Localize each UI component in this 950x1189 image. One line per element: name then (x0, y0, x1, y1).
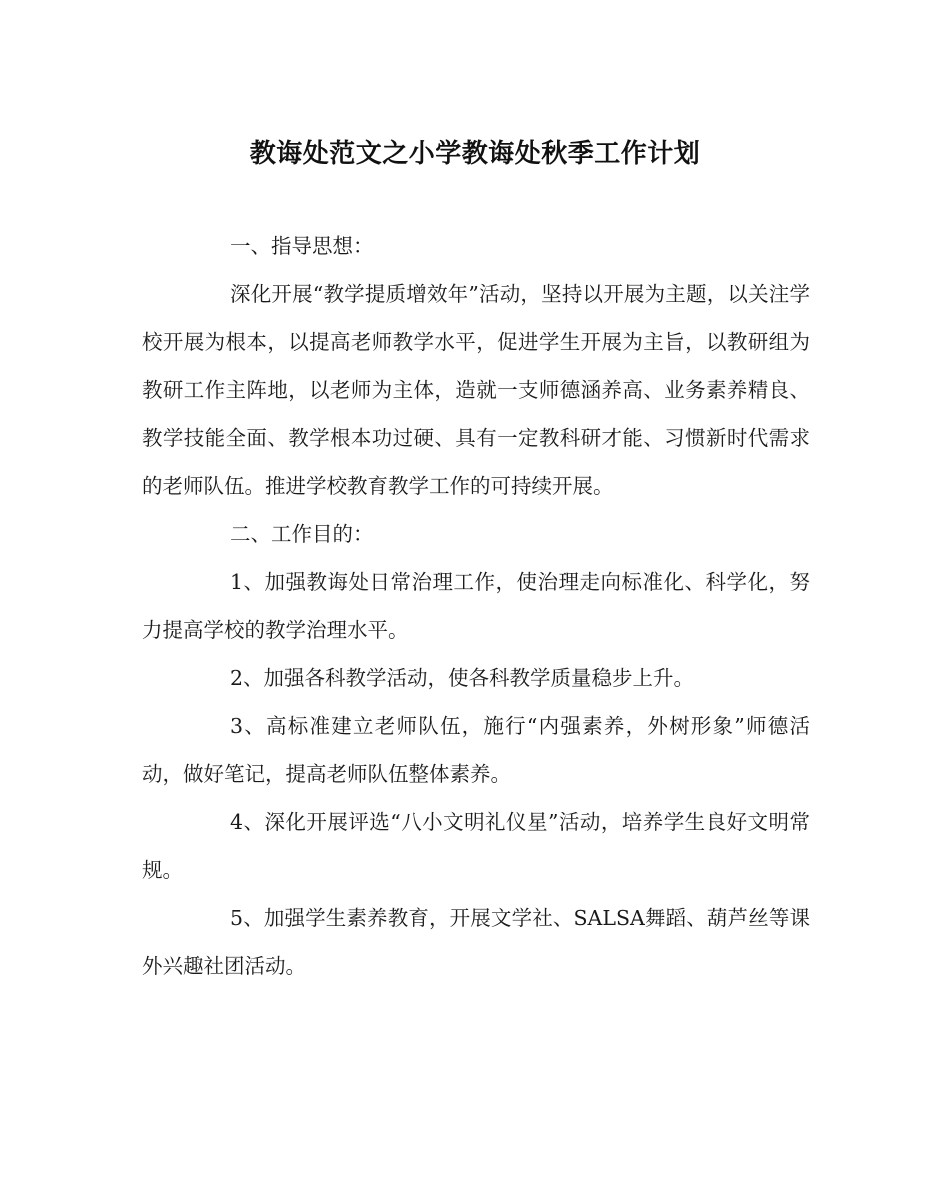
section-heading-work-goals: 二、工作目的： (230, 522, 374, 546)
paragraph-guiding-ideology: 深化开展“教学提质增效年”活动，坚持以开展为主题，以关注学校开展为根本，以提高老师教学水平，促进学生开展为主旨，以教研组为教研工作主阵地，以老师为主体，造就一支师德涵养高、业务素养精良、教学技能全面、教学根本功过硬、具有一定教科研才能、习惯新时代需求的老师队伍。推进学校教育教学工作的可持续开展。 (142, 282, 810, 498)
goal-item-3: 3、高标准建立老师队伍，施行“内强素养，外树形象”师德活动，做好笔记，提高老师队伍整体素养。 (142, 714, 810, 786)
document-title: 教诲处范文之小学教诲处秋季工作计划 (249, 139, 701, 169)
goal-item-2: 2、加强各科教学活动，使各科教学质量稳步上升。 (230, 666, 695, 690)
document-body (142, 222, 810, 990)
goal-item-5: 5、加强学生素养教育，开展文学社、SALSA舞蹈、葫芦丝等课外兴趣社团活动。 (142, 906, 810, 978)
goal-item-4: 4、深化开展评选“八小文明礼仪星”活动，培养学生良好文明常规。 (142, 810, 810, 882)
section-heading-guiding-ideology: 一、指导思想： (230, 234, 374, 258)
goal-item-1: 1、加强教诲处日常治理工作，使治理走向标准化、科学化，努力提高学校的教学治理水平。 (142, 570, 810, 642)
